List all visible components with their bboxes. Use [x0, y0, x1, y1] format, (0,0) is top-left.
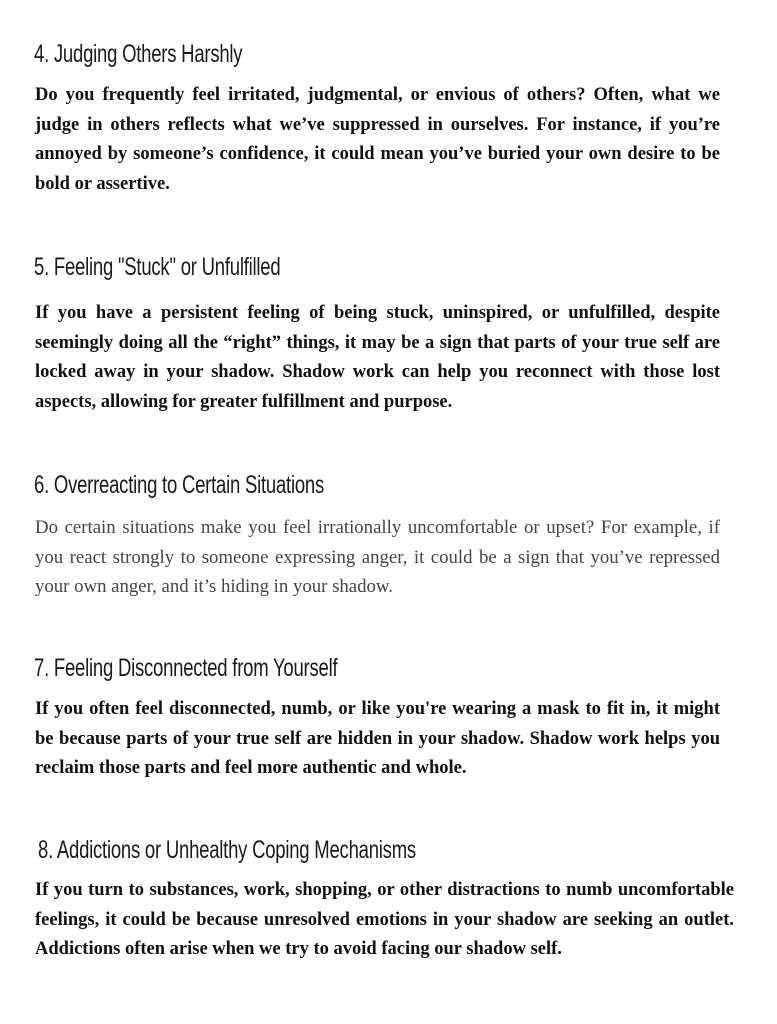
section-heading-overreacting: 6. Overreacting to Certain Situations — [34, 471, 324, 499]
section-body-judging-others: Do you frequently feel irritated, judgmental, or envious of others? Often, what we judge in others reflects what we’ve suppressed in ourselves. For instance, if you’re annoyed by someone’s confidence, it could mean you’ve buried your own desire to be bold or assertive. — [35, 85, 720, 195]
section-heading-feeling-stuck: 5. Feeling "Stuck" or Unfulfilled — [34, 253, 281, 281]
section-heading-disconnected: 7. Feeling Disconnected from Yourself — [34, 654, 338, 682]
section-heading-judging-others: 4. Judging Others Harshly — [34, 40, 243, 68]
section-body-overreacting: Do certain situations make you feel irrationally uncomfortable or upset? For example, if you react strongly to someone expressing anger, it could be a sign that you’ve repressed your own anger, and it’s hiding in your shadow. — [35, 517, 720, 598]
section-body-feeling-stuck: If you have a persistent feeling of being stuck, uninspired, or unfulfilled, despite seemingly doing all the “right” things, it may be a sign that parts of your true self are locked away in your shadow. Shadow work can help you reconnect with those lost aspects, allowing for greater fulfillment and purpose. — [35, 303, 720, 413]
section-heading-addictions: 8. Addictions or Unhealthy Coping Mechanisms — [38, 836, 416, 864]
section-body-addictions: If you turn to substances, work, shopping, or other distractions to numb uncomfortable feelings, it could be because unresolved emotions in your shadow are seeking an outlet. Addictions often arise when we try to avoid facing our shadow self. — [35, 880, 734, 960]
section-body-disconnected: If you often feel disconnected, numb, or like you're wearing a mask to fit in, it might be because parts of your true self are hidden in your shadow. Shadow work helps you reclaim those parts and feel more authentic and whole. — [35, 699, 720, 779]
